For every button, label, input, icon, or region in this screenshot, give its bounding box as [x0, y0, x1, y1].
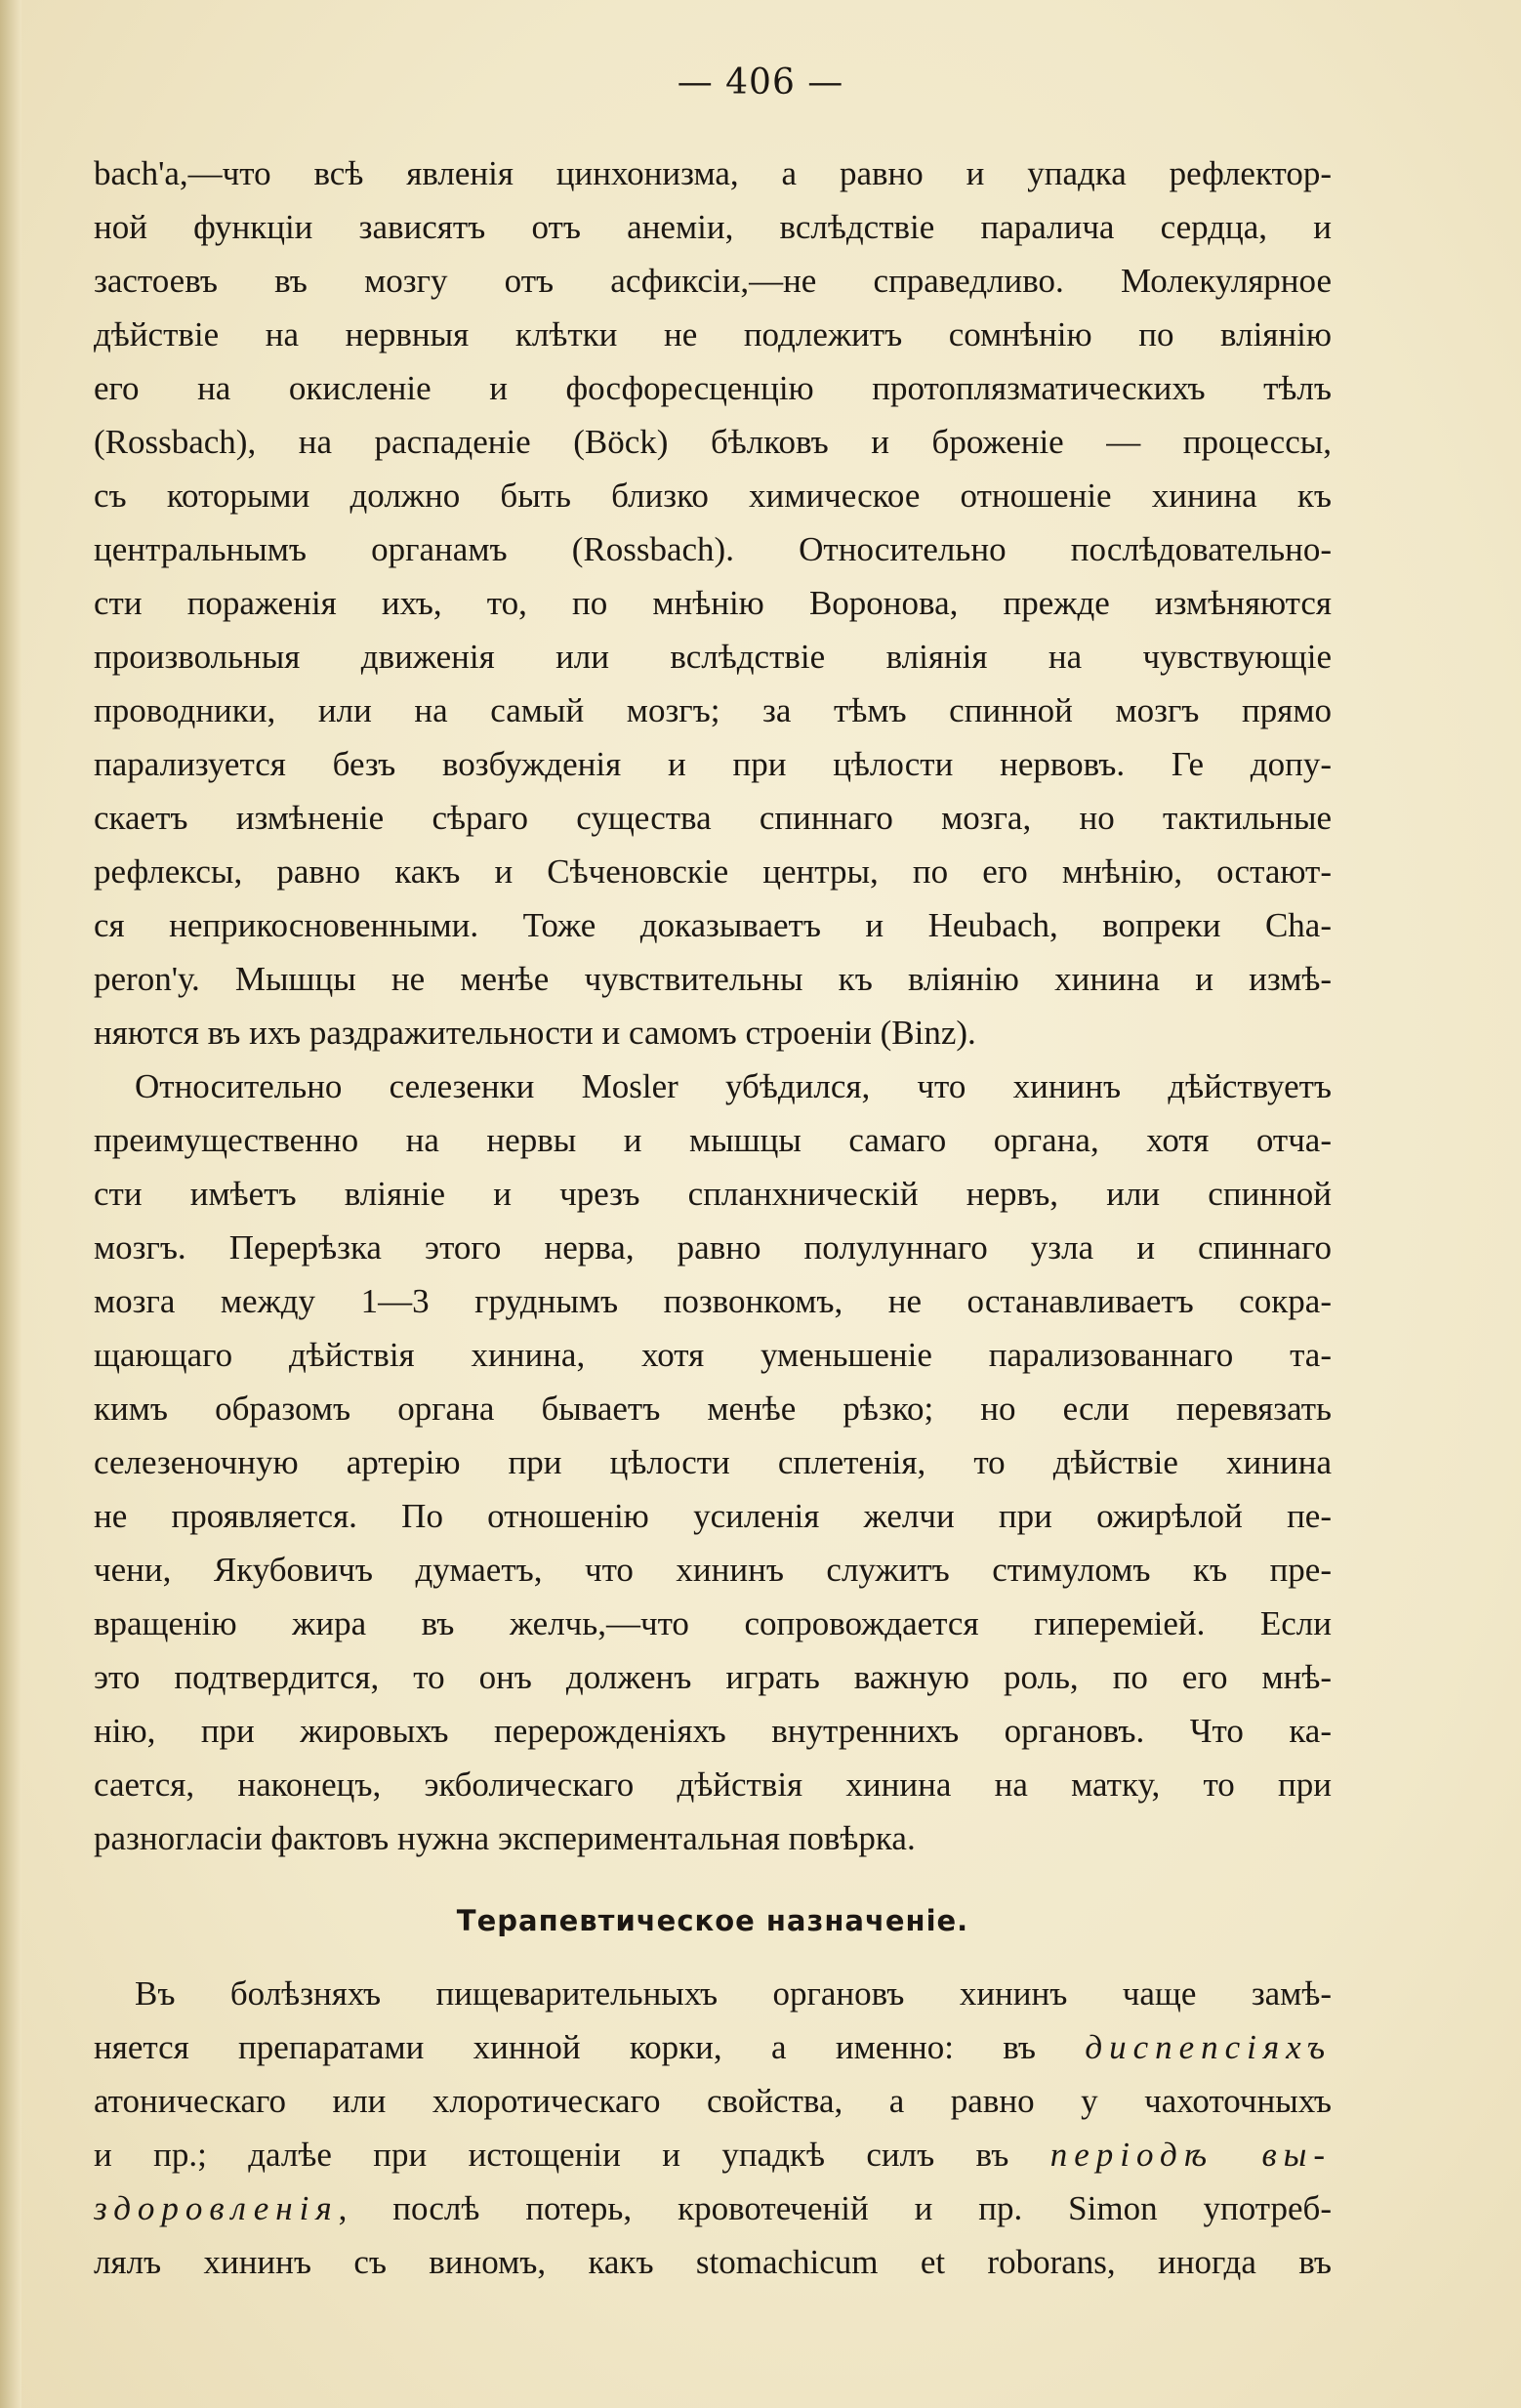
text-line: лялъ хининъ съ виномъ, какъ stomachicum et roborans, иногда въ — [94, 2243, 1332, 2281]
section-heading: Терапевтическое назначеніе. — [456, 1904, 969, 1937]
text-line: скаетъ измѣненіе сѣраго существа спиннаго мозга, но тактильные — [94, 799, 1332, 837]
text-line: кимъ образомъ органа бываетъ менѣе рѣзко; но если перевязать — [94, 1390, 1332, 1428]
text-line: это подтвердится, то онъ долженъ играть важную роль, по его мнѣ- — [94, 1658, 1332, 1696]
text-line: вращенію жира въ желчь,—что сопровождается гипереміей. Если — [94, 1604, 1332, 1642]
text-line: сается, наконецъ, экболическаго дѣйствія хинина на матку, то при — [94, 1765, 1332, 1804]
paragraph-3 — [94, 1967, 1332, 2289]
text-line: bach'a,—что всѣ явленія цинхонизма, а равно и упадка рефлектор- — [94, 154, 1332, 192]
text-line: разногласіи фактовъ нужна экспериментальная повѣрка. — [94, 1819, 916, 1857]
page-number: — 406 — — [677, 62, 844, 103]
text-line: ной функціи зависятъ отъ анеміи, вслѣдствіе паралича сердца, и — [94, 208, 1332, 246]
text-line: рефлексы, равно какъ и Сѣченовскіе центры, по его мнѣнію, остают- — [94, 852, 1332, 891]
text-line: нію, при жировыхъ перерожденіяхъ внутреннихъ органовъ. Что ка- — [94, 1712, 1332, 1750]
text-line: съ которыми должно быть близко химическое отношеніе хинина къ — [94, 477, 1332, 515]
text-line: (Rossbach), на распаденіе (Böck) бѣлковъ и броженіе — процессы, — [94, 423, 1332, 461]
paragraph-2 — [94, 1059, 1332, 1865]
emphasized-term: диспепсіяхъ — [1085, 2028, 1332, 2066]
text-line: не проявляется. По отношенію усиленія желчи при ожирѣлой пе- — [94, 1497, 1332, 1535]
text-line: застоевъ въ мозгу отъ асфиксіи,—не справедливо. Молекулярное — [94, 262, 1332, 300]
text-line: произвольныя движенія или вслѣдствіе вліянія на чувствующіе — [94, 638, 1332, 676]
paragraph-1 — [94, 146, 1332, 1059]
text-line: мозга между 1—3 груднымъ позвонкомъ, не останавливаетъ сокра- — [94, 1282, 1332, 1320]
page-body — [94, 146, 1332, 2289]
text-line: ся неприкосновенными. Тоже доказываетъ и Heubach, вопреки Cha- — [94, 906, 1332, 944]
emphasized-term: здоровленія — [94, 2189, 339, 2227]
text-line: сти пораженія ихъ, то, по мнѣнію Воронова, прежде измѣняются — [94, 584, 1332, 622]
text-segment: , послѣ потерь, кровотеченій и пр. Simon употреб- — [338, 2189, 1332, 2227]
text-segment: няется препаратами хинной корки, а именно: въ — [94, 2028, 1086, 2066]
text-line — [94, 2128, 1332, 2181]
text-line: дѣйствіе на нервныя клѣтки не подлежитъ сомнѣнію по вліянію — [94, 315, 1332, 353]
text-line: Въ болѣзняхъ пищеварительныхъ органовъ хининъ чаще замѣ- — [135, 1974, 1332, 2013]
text-line: мозгъ. Перерѣзка этого нерва, равно полулуннаго узла и спиннаго — [94, 1228, 1332, 1266]
text-line: peron'у. Мышцы не менѣе чувствительны къ вліянію хинина и измѣ- — [94, 960, 1332, 998]
text-line: его на окисленіе и фосфоресценцію протоплязматическихъ тѣлъ — [94, 369, 1332, 407]
text-line: щающаго дѣйствія хинина, хотя уменьшеніе парализованнаго та- — [94, 1336, 1332, 1374]
text-line: парализуется безъ возбужденія и при цѣлости нервовъ. Ге допу- — [94, 745, 1332, 783]
text-line: няются въ ихъ раздражительности и самомъ строеніи (Binz). — [94, 1014, 976, 1052]
text-line: преимущественно на нервы и мышцы самаго органа, хотя отча- — [94, 1121, 1332, 1159]
text-line: проводники, или на самый мозгъ; за тѣмъ спинной мозгъ прямо — [94, 691, 1332, 729]
text-line: центральнымъ органамъ (Rossbach). Относительно послѣдовательно- — [94, 530, 1332, 568]
text-line: чени, Якубовичъ думаетъ, что хининъ служитъ стимуломъ къ пре- — [94, 1551, 1332, 1589]
text-line: сти имѣетъ вліяніе и чрезъ спланхническій нервъ, или спинной — [94, 1175, 1332, 1213]
text-line: Относительно селезенки Mosler убѣдился, что хининъ дѣйствуетъ — [135, 1067, 1332, 1105]
text-line: селезеночную артерію при цѣлости сплетенія, то дѣйствіе хинина — [94, 1443, 1332, 1481]
text-line: атоническаго или хлоротическаго свойства, а равно у чахоточныхъ — [94, 2082, 1332, 2120]
emphasized-term: періодѣ вы- — [1049, 2136, 1332, 2174]
text-segment: и пр.; далѣе при истощеніи и упадкѣ силъ въ — [94, 2136, 1050, 2174]
page-binding-edge — [0, 0, 21, 2408]
text-line — [94, 2020, 1332, 2074]
text-line — [94, 2181, 1332, 2235]
